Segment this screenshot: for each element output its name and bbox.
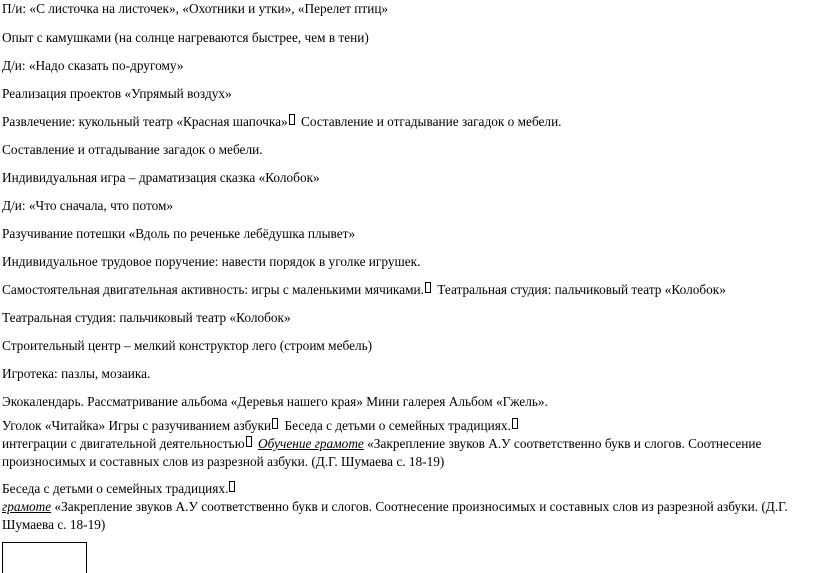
entertainment-line	[2, 113, 562, 131]
motor-line	[2, 281, 726, 299]
text-line: Д/и: «Надо сказать по-другому»	[2, 58, 184, 73]
text-line: Игротека: пазлы, мозаика.	[2, 366, 151, 381]
literacy-label: грамоте	[2, 499, 52, 514]
missing-glyph-icon	[272, 418, 278, 429]
family-traditions-text: Беседа с детьми о семейных традициях.	[281, 418, 511, 433]
text-line: Разучивание потешки «Вдоль по реченьке лебёдушка плывет»	[2, 226, 356, 241]
text-line: Индивидуальное трудовое поручение: навести порядок в уголке игрушек.	[2, 254, 421, 269]
reading-corner-paragraph	[2, 417, 802, 471]
integration-text: интеграции с двигательной деятельностью	[2, 436, 245, 451]
family-talk-text: Беседа с детьми о семейных традициях.	[2, 481, 229, 496]
entertainment-text: Развлечение: кукольный театр «Красная шапочка»	[2, 114, 288, 129]
entertainment-text-2: Составление и отгадывание загадок о мебели.	[297, 114, 562, 129]
missing-glyph-icon	[289, 114, 295, 125]
literacy-training-label: Обучение грамоте	[257, 436, 364, 451]
literacy-training-text: «Закрепление звуков А.У соответственно букв и слогов. Соотнесение произносимых и составных слов из разрезной азбуки. (Д.Г. Шумаева с. 18-19)	[2, 436, 762, 469]
text-line: Экокалендарь. Рассматривание альбома «Деревья нашего края» Мини галерея Альбом «Гжель».	[2, 394, 548, 409]
missing-glyph-icon	[512, 418, 518, 429]
text-line: П/и: «С листочка на листочек», «Охотники и утки», «Перелет птиц»	[2, 1, 389, 16]
text-line: Реализация проектов «Упрямый воздух»	[2, 86, 232, 101]
missing-glyph-icon	[229, 481, 235, 492]
motor-text-2: Театральная студия: пальчиковый театр «Колобок»	[433, 282, 726, 297]
family-talk-literacy-text: «Закрепление звуков А.У соответственно букв и слогов. Соотнесение произносимых и составных слов из разрезной азбуки. (Д.Г. Шумаева с. 18-19)	[2, 499, 788, 532]
reading-corner-text: Уголок «Читайка» Игры с разучиванием азбуки	[2, 418, 272, 433]
motor-text: Самостоятельная двигательная активность: игры с маленькими мячиками.	[2, 282, 424, 297]
table-cell-border	[2, 542, 87, 573]
text-line: Театральная студия: пальчиковый театр «Колобок»	[2, 310, 291, 325]
text-line: Д/и: «Что сначала, что потом»	[2, 198, 174, 213]
text-line: Строительный центр – мелкий конструктор лего (строим мебель)	[2, 338, 373, 353]
text-line: Составление и отгадывание загадок о мебели.	[2, 142, 263, 157]
text-line: Опыт с камушками (на солнце нагреваются быстрее, чем в тени)	[2, 30, 369, 45]
missing-glyph-icon	[425, 282, 431, 293]
missing-glyph-icon	[246, 436, 252, 447]
text-line: Индивидуальная игра – драматизация сказка «Колобок»	[2, 170, 320, 185]
family-talk-paragraph	[2, 480, 802, 534]
